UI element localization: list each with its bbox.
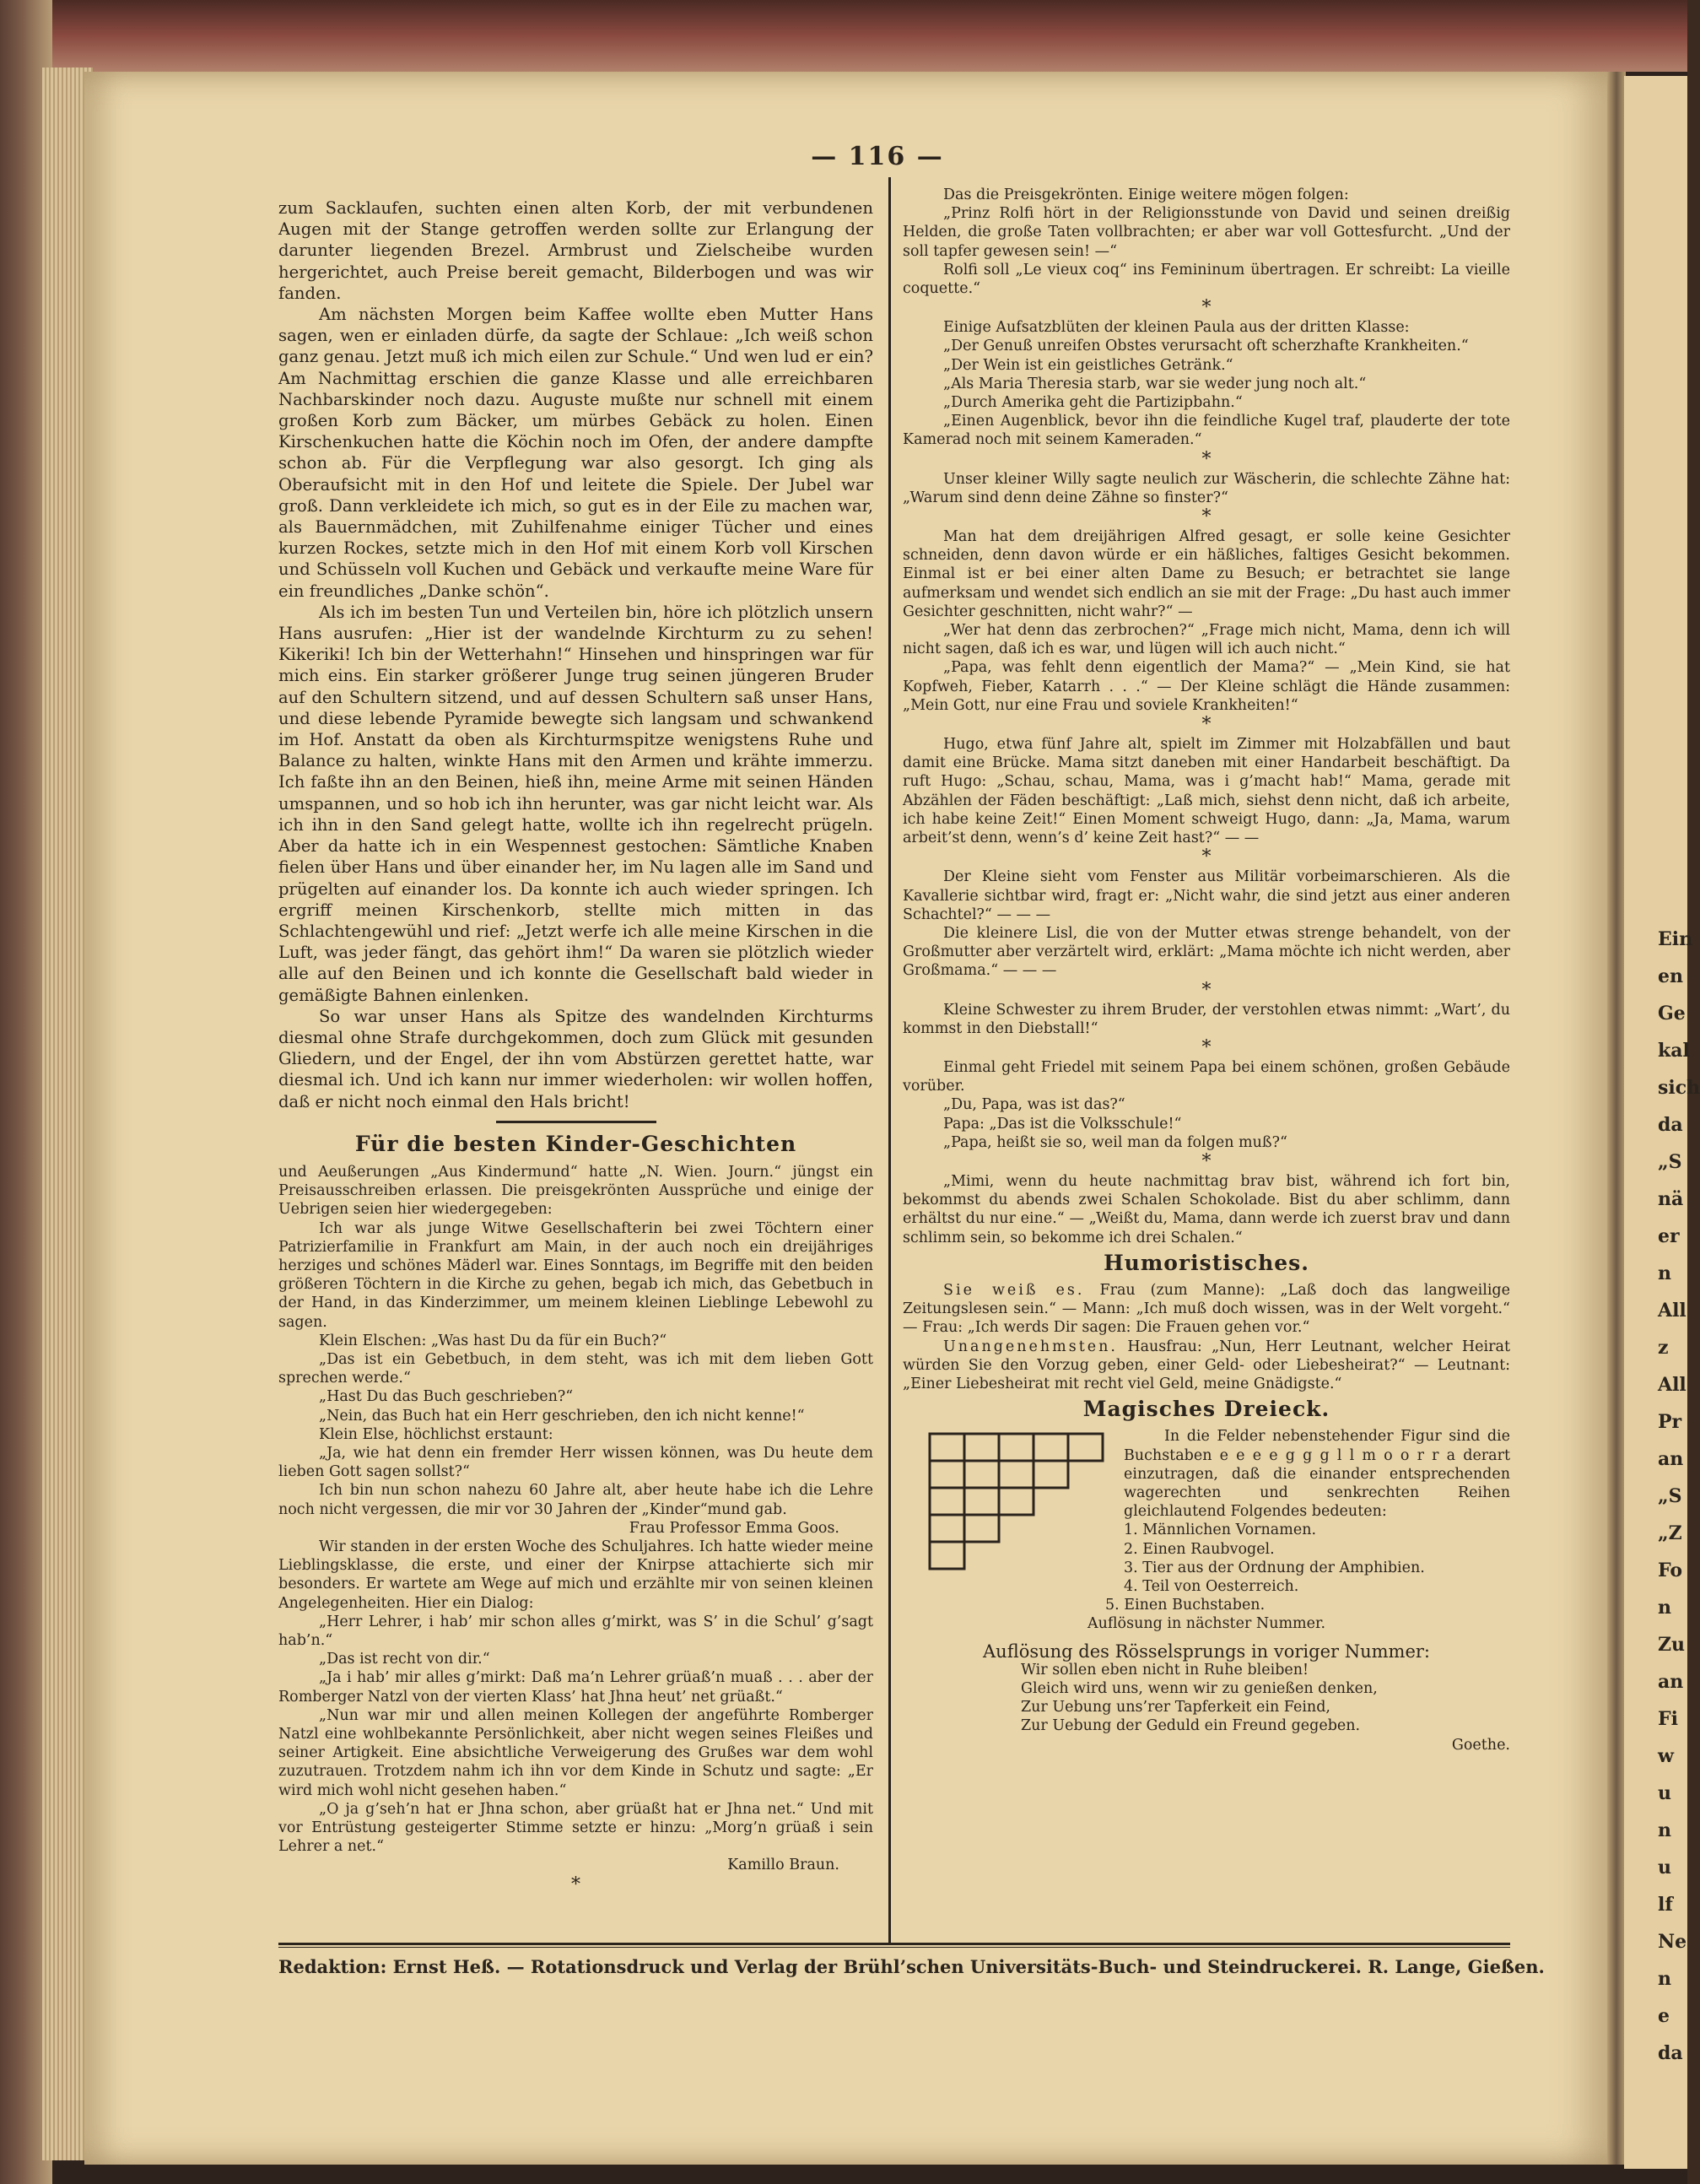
adjacent-page-fragment-text: Ein <box>1658 928 1693 950</box>
solution-note: Auflösung in nächster Nummer. <box>1087 1615 1326 1633</box>
dialogue-line: „Wer hat denn das zerbrochen?“ „Frage mich nicht, Mama, denn ich will nicht sagen, daß ich es war, und lügen will ich auch nicht.“ <box>903 622 1510 658</box>
adjacent-page-fragment-text: n <box>1658 1819 1671 1841</box>
text-paragraph: und Aeußerungen „Aus Kindermund“ hatte „N. Wien. Journ.“ jüngst ein Preisausschreiben erlassen. Die preisgekrönten Aussprüche und einige der Uebrigen seien hier wiedergegeben: <box>278 1163 873 1219</box>
right-column <box>903 186 1510 1754</box>
humor-title: Unangenehmsten. <box>943 1338 1118 1355</box>
adjacent-page-fragment-text: w <box>1658 1745 1674 1767</box>
adjacent-page-fragment-text: en <box>1658 965 1683 987</box>
author-signature: Frau Professor Emma Goos. <box>629 1519 839 1537</box>
quote-item: „Der Genuß unreifen Obstes verursacht oft scherzhafte Krankheiten.“ <box>943 338 1469 355</box>
adjacent-page-fragment-text: Pr <box>1658 1411 1682 1433</box>
separator-star: * <box>1201 506 1212 528</box>
adjacent-page-fragment-text: kal <box>1658 1040 1690 1062</box>
dialogue-line: Papa: „Das ist die Volksschule!“ <box>943 1115 1182 1133</box>
story-paragraph: Am nächsten Morgen beim Kaffee wollte eben Mutter Hans sagen, wen er einladen dürfe, da sagte der Schlaue: „Ich weiß schon ganz genau. Jetzt muß ich mich eilen zur Schule.“ Und wen lud er ein? Am Nachmittag erschien die ganze Klasse und alle erreichbaren Nachbarskinder noch dazu. Auguste mußte nur schnell mit einem großen Korb zum Bäcker, um mürbes Gebäck zu holen. Einen Kirschenkuchen hatte die Köchin noch im Ofen, der andere dampfte schon ab. Für die Verpflegung war also gesorgt. Ich ging als Oberaufsicht mit in den Hof und leitete die Spiele. Der Jubel war groß. Dann verkleidete ich mich, so gut es in der Eile zu machen war, als Bauernmädchen, mit Zuhilfenahme einiger Tücher und eines kurzen Rockes, setzte mich in den Hof mit einem Korb voll Kirschen und Schüsseln voll Kuchen und Gebäck und verkaufte meine Ware für ein freundliches „Danke schön“. <box>278 305 873 601</box>
adjacent-page-fragment-text: Zu <box>1658 1634 1686 1656</box>
separator-star: * <box>1201 448 1212 470</box>
adjacent-page-fragment-text: z <box>1658 1337 1669 1359</box>
dialogue-line: „Das ist recht von dir.“ <box>319 1651 490 1668</box>
dialogue-line: „Das ist ein Gebetbuch, in dem steht, was ich mit dem lieben Gott sprechen werde.“ <box>278 1350 873 1387</box>
book-cover-edge <box>52 0 1687 72</box>
footer-rule-thin <box>278 1947 1510 1948</box>
puzzle-clue: 3. Tier aus der Ordnung der Amphibien. <box>1124 1559 1425 1576</box>
section-heading: Humoristisches. <box>1104 1250 1309 1275</box>
poem <box>1021 1661 1510 1736</box>
text-paragraph: Einmal geht Friedel mit seinem Papa bei einem schönen, großen Gebäude vorüber. <box>903 1058 1510 1095</box>
story-paragraph: Als ich im besten Tun und Verteilen bin, höre ich plötzlich unsern Hans ausrufen: „Hier ist der wandelnde Kirchturm zu zu sehen! Kikeriki! Ich bin der Wetterhahn!“ Hinsehen und hinspringen war für mich eins. Ein starker größerer Junge trug seinen jüngeren Bruder auf den Schultern sitzend, und auf dessen Schultern saß unser Hans, und diese lebende Pyramide bewegte sich langsam und schwankend im Hof. Anstatt da oben als Kirchturmspitze wenigstens Ruhe und Balance zu halten, winkte Hans mit den Armen und krähte immerzu. Ich faßte ihn an den Beinen, hieß ihn, meine Arme mit seinen Händen umspannen, und so hob ich ihn herunter, was gar nicht leicht war. Als ich ihn in den Sand gelegt hatte, wollte ich ihn regelrecht prügeln. Aber da hatte ich in ein Wespennest gestochen: Sämtliche Knaben fielen über Hans und über einander her, im Nu lagen alle im Sand und prügelten auf einander los. Da konnte ich auch wieder springen. Ich ergriff meinen Kirschenkorb, stellte mich mitten in das Schlachtengewühl und rief: „Jetzt werfe ich alle meine Kirschen in die Luft, was jeder fängt, das gehört ihm!“ Da waren sie plötzlich wieder alle auf den Beinen und ich konnte die Gesellschaft bald wieder in gemäßigte Bahnen einlenken. <box>278 602 873 1005</box>
adjacent-page-fragment-text: „S <box>1658 1485 1682 1507</box>
adjacent-page-fragment-text: da <box>1658 2042 1683 2064</box>
dialogue-line: Klein Elschen: „Was hast Du da für ein Buch?“ <box>319 1332 667 1349</box>
adjacent-page-fragment-text: nä <box>1658 1188 1684 1210</box>
story-paragraph: zum Sacklaufen, suchten einen alten Korb, der mit verbundenen Augen mit der Stange getroffen werden sollte zur Erlangung der darunter liegenden Brezel. Armbrust und Zielscheibe wurden hergerichtet, auch Preise bereit gemacht, Bilderbogen und was wir fanden. <box>278 198 873 303</box>
adjacent-page-fragment-text: an <box>1658 1448 1684 1470</box>
author-signature: Kamillo Braun. <box>727 1857 839 1874</box>
adjacent-page-fragment-text: All <box>1658 1374 1687 1396</box>
humor-item <box>903 1338 1510 1394</box>
humor-text: Hausfrau: „Nun, Herr Leutnant, welcher Heirat würden Sie den Vorzug geben, einer Geld- oder Liebesheirat?“ — Leutnant: „Einer Liebesheirat mit recht viel Geld, meine Gnädigste.“ <box>903 1338 1510 1392</box>
text-paragraph: Ich war als junge Witwe Gesellschafterin bei zwei Töchtern einer Patrizierfamilie in Frankfurt am Main, in der auch noch ein dreijähriges herziges und schönes Mäderl war. Eines Sonntags, im Begriffe mit den beiden größeren Töchtern in die Kirche zu gehen, begab ich mich, das Gebetbuch in der Hand, in das Kinderzimmer, um meinem kleinen Lieblinge Lebewohl zu sagen. <box>278 1219 873 1331</box>
puzzle-clue: 4. Teil von Oesterreich. <box>1124 1578 1299 1595</box>
separator-star: * <box>571 1873 580 1895</box>
dialogue-line: „Hast Du das Buch geschrieben?“ <box>319 1388 574 1406</box>
page-number: — 116 — <box>811 142 944 171</box>
quote-item: „Der Wein ist ein geistliches Getränk.“ <box>943 356 1233 374</box>
poem-author: Goethe. <box>1451 1736 1510 1754</box>
adjacent-page-fragment-text: Fo <box>1658 1560 1683 1581</box>
separator-star: * <box>1201 297 1212 319</box>
adjacent-page-fragment-text: Ne <box>1658 1931 1687 1953</box>
dialogue-line: Klein Else, höchlichst erstaunt: <box>319 1425 553 1443</box>
text-paragraph: Das die Preisgekrönten. Einige weitere mögen folgen: <box>943 187 1349 203</box>
adjacent-page-fragment-text: n <box>1658 1968 1671 1990</box>
text-paragraph: Unser kleiner Willy sagte neulich zur Wäscherin, die schlechte Zähne hat: „Warum sind denn deine Zähne so finster?“ <box>903 470 1510 506</box>
text-paragraph: Einige Aufsatzblüten der kleinen Paula aus der dritten Klasse: <box>943 319 1410 337</box>
text-paragraph: Kleine Schwester zu ihrem Bruder, der verstohlen etwas nimmt: „Wart’, du kommst in den Diebstall!“ <box>903 1001 1510 1037</box>
poem-line: Zur Uebung uns’rer Tapferkeit ein Feind, <box>1021 1699 1330 1716</box>
dialogue-line: „O ja g’seh’n hat er Jhna schon, aber grüaßt hat er Jhna net.“ Und mit vor Entrüstung gesteigerter Stimme setzte er hinzu: „Morg’n grüaß i sein Lehrer a net.“ <box>278 1800 873 1856</box>
section-rule <box>496 1121 656 1123</box>
adjacent-page-fragment-text: n <box>1658 1597 1671 1619</box>
adjacent-page-fragment-text: da <box>1658 1114 1683 1136</box>
imprint-footer: Redaktion: Ernst Heß. — Rotationsdruck und Verlag der Brühl’schen Universitäts-Buch- und Steindruckerei. R. Lange, Gießen. <box>278 1956 1545 1977</box>
adjacent-page-fragment-text: „Z <box>1658 1522 1682 1544</box>
dialogue-line: „Ja, wie hat denn ein fremder Herr wissen können, was Du heute dem lieben Gott sagen sollst?“ <box>278 1444 873 1481</box>
dialogue-line: „Papa, heißt sie so, weil man da folgen muß?“ <box>943 1133 1287 1151</box>
left-column <box>278 197 873 1895</box>
text-paragraph: Die kleinere Lisl, die von der Mutter etwas strenge behandelt, von der Großmutter aber verzärtelt wird, erklärt: „Mama möchte ich nicht werden, aber Großmama.“ — — — <box>903 924 1510 980</box>
quote-item: Rolfi soll „Le vieux coq“ ins Femininum übertragen. Er schreibt: La vieille coquette.“ <box>903 261 1510 298</box>
adjacent-page-fragment-text: u <box>1658 1857 1671 1879</box>
solution-heading: Auflösung des Rösselsprungs in voriger Nummer: <box>983 1641 1430 1662</box>
adjacent-page-fragment <box>1624 76 1700 2169</box>
text-paragraph: Wir standen in der ersten Woche des Schuljahres. Ich hatte wieder meine Lieblingsklasse, die erste, und einer der Knirpse attachierte sich mir besonders. Er wartete am Wege auf mich und erzählte mir von seinen kleinen Angelegenheiten. Hier ein Dialog: <box>278 1538 873 1612</box>
adjacent-page-fragment-text: er <box>1658 1225 1680 1247</box>
text-paragraph: Ich bin nun schon nahezu 60 Jahre alt, aber heute habe ich die Lehre noch nicht vergessen, die mir vor 30 Jahren der „Kinder“mund gab. <box>278 1482 873 1518</box>
adjacent-page-fragment-text: All <box>1658 1300 1687 1322</box>
humor-item <box>903 1281 1510 1338</box>
book-gutter <box>1607 72 1626 2165</box>
adjacent-page-fragment-text: an <box>1658 1671 1684 1693</box>
puzzle-instructions: In die Felder nebenstehender Figur sind die Buchstaben e e e e g g g l l m o o r r a derart einzutragen, daß die einander entsprechenden wagerechten und senkrechten Reihen gleichlautend Folgendes bedeuten: <box>1124 1428 1510 1521</box>
section-heading: Für die besten Kinder-Geschichten <box>354 1131 797 1156</box>
dialogue-line: „Nun war mir und allen meinen Kollegen der angeführte Romberger Natzl eine wohlbekannte Persönlichkeit, aber nicht wegen seines Fleißes und seiner Artigkeit. Eine absichtliche Verweigerung des Grußes war dem wohl zuzutrauen. Trotzdem nahm ich ihn vor dem Kinde in Schutz und sagte: „Er wird mich wohl nicht gesehen haben.“ <box>278 1706 873 1799</box>
dialogue-line: „Du, Papa, was ist das?“ <box>943 1096 1125 1114</box>
quote-item: „Prinz Rolfi hört in der Religionsstunde von David und seinen dreißig Helden, die große Taten vollbrachten; er aber war voll Gottesfurcht. „Und der soll tapfer gewesen sein! —“ <box>903 205 1510 260</box>
story-paragraph: So war unser Hans als Spitze des wandelnden Kirchturms diesmal ohne Strafe durchgekommen, doch zum Glück mit gesunden Gliedern, und der Engel, der ihn vom Abstürzen gerettet hatte, war diesmal ich. Und ich kann nur immer wiederholen: wir wollen hoffen, daß er nicht noch einmal den Hals bricht! <box>278 1006 873 1111</box>
adjacent-page-fragment-text: e <box>1658 2005 1670 2027</box>
puzzle-clue: 1. Männlichen Vornamen. <box>1124 1522 1317 1539</box>
quote-item: „Einen Augenblick, bevor ihn die feindliche Kugel traf, plauderte der tote Kamerad noch mit seinem Kameraden.“ <box>903 413 1510 449</box>
puzzle-clue: 5. Einen Buchstaben. <box>1105 1597 1266 1614</box>
text-paragraph: Hugo, etwa fünf Jahre alt, spielt im Zimmer mit Holzabfällen und baut damit eine Brücke. Mama sitzt daneben mit einer Handarbeit beschäftigt. Da ruft Hugo: „Schau, schau, Mama, was i g’macht hab!“ Mama, gerade mit Abzählen der Fäden beschäftigt: „Laß mich, siehst denn nicht, daß ich arbeite, ich habe keine Zeit!“ Einen Moment schweigt Hugo, dann: „Ja, Mama, warum arbeit’st denn, wenn’s d’ keine Zeit hast?“ — — <box>903 736 1510 847</box>
adjacent-page-fragment-text: „S <box>1658 1151 1682 1173</box>
adjacent-page-fragment-text: sich <box>1658 1077 1700 1099</box>
adjacent-page-fragment-text: Ge <box>1658 1003 1686 1024</box>
adjacent-page-fragment-text: Fi <box>1658 1708 1678 1730</box>
puzzle-clue-list <box>1105 1521 1510 1614</box>
dialogue-line: „Papa, was fehlt denn eigentlich der Mama?“ — „Mein Kind, sie hat Kopfweh, Fieber, Katarrh . . .“ — Der Kleine schlägt die Hände zusammen: „Mein Gott, nur eine Frau und soviele Krankheiten!“ <box>903 659 1510 714</box>
footer-rule <box>278 1943 1510 1945</box>
text-paragraph: „Mimi, wenn du heute nachmittag brav bist, während ich fort bin, bekommst du abends zwei Schalen Schokolade. Bist du aber schlimm, dann erhältst du nur eine.“ — „Weißt du, Mama, dann werde ich zuerst brav und dann schlimm sein, so bekomme ich drei Schalen.“ <box>903 1172 1510 1246</box>
poem-line: Wir sollen eben nicht in Ruhe bleiben! <box>1021 1661 1309 1679</box>
separator-star: * <box>1201 979 1212 1001</box>
puzzle-clue: 2. Einen Raubvogel. <box>1124 1540 1275 1558</box>
adjacent-page-fragment-text: lf <box>1658 1894 1673 1916</box>
separator-star: * <box>1201 1036 1212 1058</box>
separator-star: * <box>1201 846 1212 868</box>
quote-item: „Als Maria Theresia starb, war sie weder jung noch alt.“ <box>943 375 1367 392</box>
poem-line: Zur Uebung der Geduld ein Freund gegeben. <box>1021 1717 1361 1735</box>
dialogue-line: „Herr Lehrer, i hab’ mir schon alles g’mirkt, was S’ in die Schul’ g’sagt hab’n.“ <box>278 1613 873 1650</box>
text-paragraph: Der Kleine sieht vom Fenster aus Militär vorbeimarschieren. Als die Kavallerie sichtbar wird, fragt er: „Nicht wahr, die sind jetzt aus einer anderen Schachtel?“ — — — <box>903 868 1510 923</box>
section-heading: Magisches Dreieck. <box>1082 1397 1330 1422</box>
magic-triangle-grid <box>928 1432 1105 1574</box>
humor-title: Sie weiß es. <box>943 1281 1085 1299</box>
adjacent-page-fragment-text: u <box>1658 1782 1671 1804</box>
separator-star: * <box>1201 714 1212 736</box>
column-divider <box>888 177 891 1945</box>
dialogue-line: „Nein, das Buch hat ein Herr geschrieben, den ich nicht kenne!“ <box>319 1407 805 1424</box>
separator-star: * <box>1201 1150 1212 1172</box>
humor-text: Frau (zum Manne): „Laß doch das langweilige Zeitungslesen sein.“ — Mann: „Ich muß doch wissen, was in der Welt vorgeht.“ — Frau: „Ich werds Dir sagen: Die Frauen gehen vor.“ <box>903 1281 1510 1337</box>
dialogue-line: „Ja i hab’ mir alles g’mirkt: Daß ma’n Lehrer grüaß’n muaß . . . aber der Romberger Natzl von der vierten Klass’ hat Jhna heut’ net grüaßt.“ <box>278 1669 873 1706</box>
adjacent-page-fragment-text: n <box>1658 1262 1671 1284</box>
poem-line: Gleich wird uns, wenn wir zu genießen denken, <box>1021 1680 1378 1698</box>
quote-item: „Durch Amerika geht die Partizipbahn.“ <box>943 394 1243 412</box>
text-paragraph: Man hat dem dreijährigen Alfred gesagt, er solle keine Gesichter schneiden, denn davon würde er ein häßliches, faltiges Gesicht bekommen. Einmal ist er bei einer alten Dame zu Besuch; er betrachtet sie lange aufmerksam und wendet sich endlich an sie mit der Frage: „Du hast auch immer Gesichter geschnitten, nicht wahr?“ — <box>903 528 1510 620</box>
